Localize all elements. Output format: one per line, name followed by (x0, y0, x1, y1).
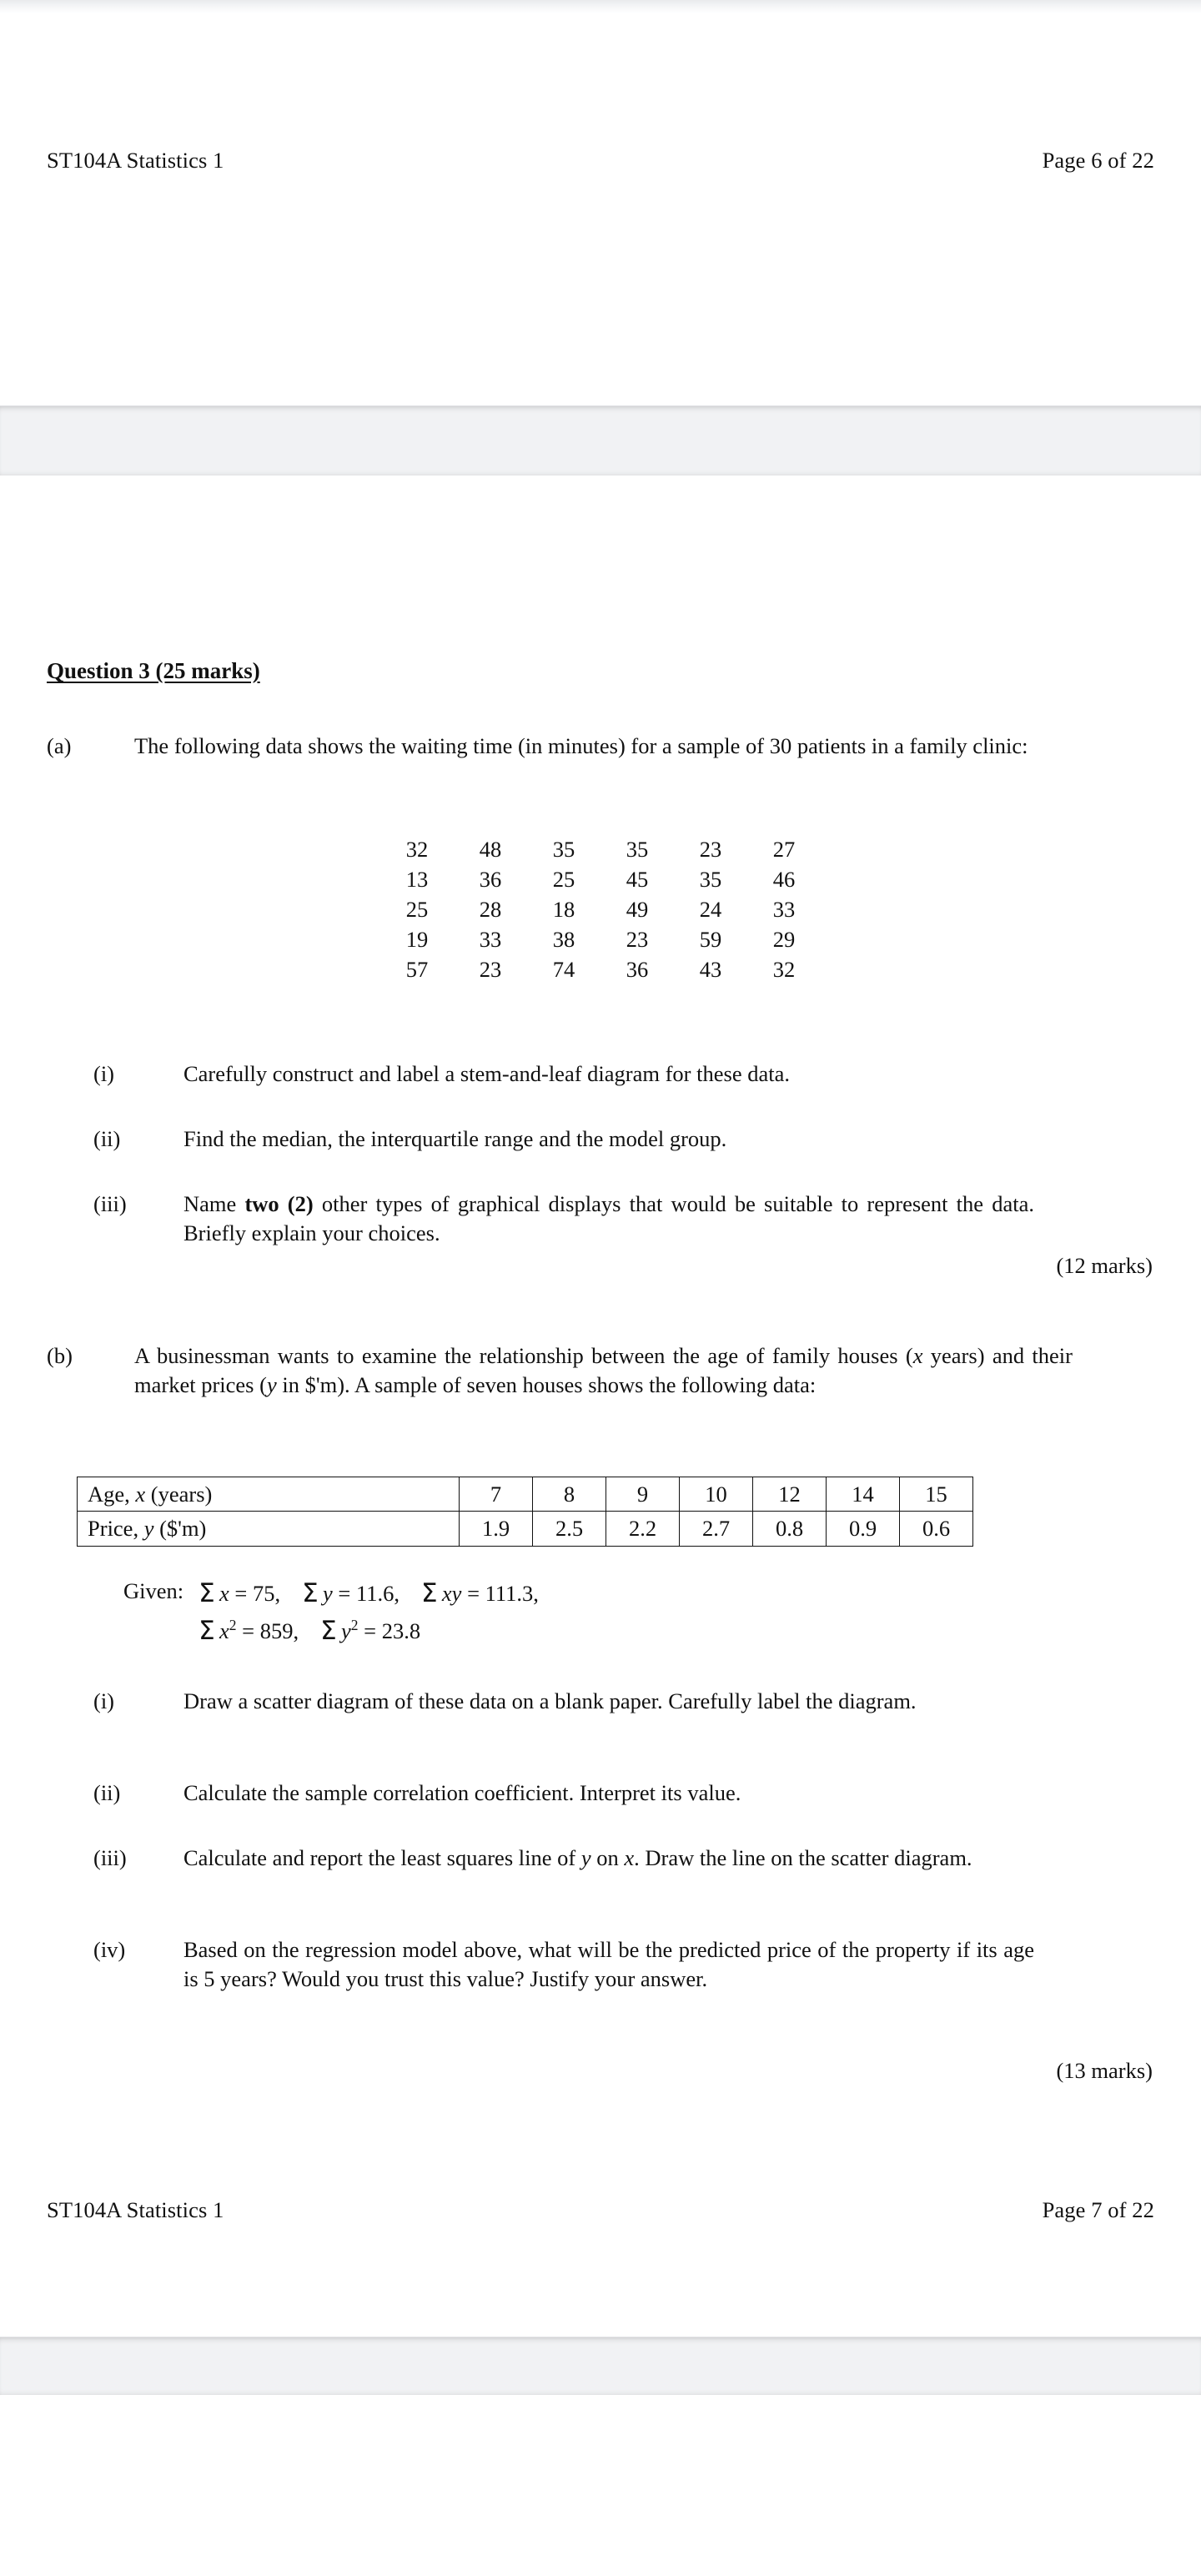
question-title-text: Question 3 (25 marks) (47, 658, 260, 683)
data-cell: 25 (405, 897, 429, 923)
sum-variable: x (219, 1581, 229, 1606)
item-text: Draw a scatter diagram of these data on a blank paper. Carefully label the diagram. (183, 1688, 917, 1713)
item-text: Calculate the sample correlation coefficient. Interpret its value. (183, 1780, 741, 1805)
sum-value: = 859, (242, 1618, 299, 1643)
variable-x: x (135, 1482, 146, 1507)
item-label: (i) (93, 1061, 115, 1086)
given-line-1 (198, 1575, 1154, 1613)
page-footer (0, 2197, 1201, 2223)
data-cell: 43 (699, 957, 722, 983)
part-b-item-ii (47, 1779, 1154, 1808)
variable-x: x (624, 1845, 635, 1870)
data-cell: 27 (772, 837, 796, 862)
data-cell: 24 (699, 897, 722, 923)
data-cell: 18 (552, 897, 575, 923)
item-text (183, 1190, 1034, 1248)
part-b-intro-2: years) and their market prices ( (134, 1343, 1073, 1398)
footer-course-title: ST104A Statistics 1 (47, 2197, 224, 2222)
part-b-marks: (13 marks) (1056, 2058, 1153, 2083)
part-a-item-iii-block (0, 1190, 1201, 1248)
part-b-label: (b) (47, 1343, 73, 1368)
sigma-icon: Σ (320, 1615, 337, 1646)
item-label: (ii) (93, 1126, 121, 1151)
cell-price: 1.9 (460, 1512, 533, 1546)
sigma-icon: Σ (198, 1615, 215, 1646)
question-heading-row (0, 657, 1201, 686)
sum-variable: y (341, 1618, 351, 1643)
sum-value: = 111.3, (467, 1581, 539, 1606)
item-label: (i) (93, 1688, 115, 1713)
item-text-before: Name (183, 1191, 245, 1216)
part-a-intro: The following data shows the waiting time (in minutes) for a sample of 30 patients in a family clinic: (134, 733, 1028, 758)
data-cell: 29 (772, 927, 796, 953)
data-cell: 32 (405, 837, 429, 862)
item-label: (iii) (93, 1191, 127, 1216)
item-label: (ii) (93, 1780, 121, 1805)
part-b-intro-3: in $'m). A sample of seven houses shows the following data: (276, 1372, 817, 1398)
item-text-pre: Calculate and report the least squares line of (183, 1845, 581, 1870)
cell-price: 2.7 (680, 1512, 753, 1546)
data-cell: 36 (626, 957, 649, 983)
row-header-price (78, 1512, 460, 1546)
cell-age: 8 (533, 1477, 606, 1512)
data-cell: 46 (772, 867, 796, 893)
age-price-table (77, 1477, 973, 1547)
given-sums-block (0, 1575, 1201, 1650)
given-label: Given: (123, 1578, 184, 1603)
part-b-item-iii (47, 1844, 1154, 1873)
table-row (78, 1477, 973, 1512)
row-header-age-prefix: Age, (88, 1482, 136, 1507)
row-header-price-prefix: Price, (88, 1516, 144, 1542)
given-sums (47, 1575, 1154, 1650)
cell-price: 0.6 (900, 1512, 973, 1546)
data-cell: 49 (626, 897, 649, 923)
row-header-price-suffix: ($'m) (153, 1516, 207, 1542)
waiting-time-data-block (0, 834, 1201, 984)
page-separator-upper (0, 405, 1201, 477)
part-a-marks: (12 marks) (1056, 1253, 1153, 1278)
sum-variable: xy (441, 1581, 462, 1606)
cell-age: 9 (606, 1477, 680, 1512)
viewer-top-edge-band (0, 0, 1201, 13)
sum-variable: x (219, 1618, 229, 1643)
part-a-item-ii-block (0, 1124, 1201, 1154)
data-cell: 13 (405, 867, 429, 893)
sigma-icon: Σ (421, 1578, 438, 1608)
page-fragment-top (0, 13, 1201, 405)
data-cell: 25 (552, 867, 575, 893)
item-label: (iii) (93, 1845, 127, 1870)
data-cell: 23 (479, 957, 502, 983)
sum-value: = 11.6, (338, 1581, 400, 1606)
item-text-emphasis: two (2) (244, 1191, 314, 1216)
waiting-time-grid (47, 834, 1154, 984)
data-cell: 28 (479, 897, 502, 923)
header-page-number: Page 6 of 22 (1042, 148, 1154, 173)
page-fragment-main (0, 475, 1201, 2337)
part-a-block (0, 732, 1201, 761)
part-a-item-iii (47, 1190, 1154, 1248)
data-cell: 36 (479, 867, 502, 893)
part-b-intro (134, 1341, 1073, 1400)
variable-y: y (580, 1845, 591, 1870)
part-b (47, 1341, 1154, 1400)
variable-x: x (912, 1343, 923, 1368)
data-cell: 57 (405, 957, 429, 983)
footer-page-number: Page 7 of 22 (1042, 2197, 1154, 2222)
data-cell: 35 (699, 867, 722, 893)
sum-value: = 23.8 (364, 1618, 421, 1643)
cell-price: 0.8 (753, 1512, 827, 1546)
header-course-title: ST104A Statistics 1 (47, 148, 224, 173)
sigma-icon: Σ (302, 1578, 319, 1608)
cell-age: 15 (900, 1477, 973, 1512)
sum-variable: y (323, 1581, 333, 1606)
given-lines (198, 1575, 1154, 1650)
sigma-icon: Σ (198, 1578, 215, 1608)
item-text: Carefully construct and label a stem-and-leaf diagram for these data. (183, 1061, 790, 1086)
data-cell: 23 (626, 927, 649, 953)
cell-age: 12 (753, 1477, 827, 1512)
age-price-table-block (0, 1477, 1201, 1547)
data-cell: 23 (699, 837, 722, 862)
row-header-age (78, 1477, 460, 1512)
data-cell: 33 (772, 897, 796, 923)
data-cell: 19 (405, 927, 429, 953)
cell-price: 2.5 (533, 1512, 606, 1546)
part-b-intro-1: A businessman wants to examine the relationship between the age of family houses ( (134, 1343, 913, 1368)
data-cell: 74 (552, 957, 575, 983)
table-row (78, 1512, 973, 1546)
given-line-2 (198, 1613, 1154, 1650)
data-cell: 48 (479, 837, 502, 862)
variable-y: y (143, 1516, 154, 1542)
part-b-item-i (47, 1687, 1154, 1716)
item-text: Based on the regression model above, what will be the predicted price of the property if its age is 5 years? Would you trust this value? Justify your answer. (183, 1937, 1034, 1992)
data-cell: 35 (626, 837, 649, 862)
part-b-item-i-block (0, 1687, 1201, 1716)
item-text-after: other types of graphical displays that would be suitable to represent the data. Briefly explain your choices. (183, 1191, 1034, 1246)
data-cell: 45 (626, 867, 649, 893)
part-a-item-ii (47, 1124, 1154, 1154)
part-b-item-iv (47, 1935, 1154, 1994)
cell-age: 14 (827, 1477, 900, 1512)
data-cell: 59 (699, 927, 722, 953)
item-label: (iv) (93, 1937, 126, 1962)
page-separator-lower (0, 2337, 1201, 2397)
part-b-item-iii-block (0, 1844, 1201, 1873)
data-cell: 38 (552, 927, 575, 953)
variable-y: y (266, 1372, 277, 1398)
cell-age: 7 (460, 1477, 533, 1512)
page-fragment-bottom (0, 2395, 1201, 2576)
part-a-marks-block (0, 1251, 1201, 1280)
part-b-marks-block (0, 2056, 1201, 2085)
data-cell: 33 (479, 927, 502, 953)
part-b-item-ii-block (0, 1779, 1201, 1808)
cell-price: 2.2 (606, 1512, 680, 1546)
data-cell: 32 (772, 957, 796, 983)
part-b-block (0, 1341, 1201, 1400)
part-a-label: (a) (47, 733, 72, 758)
part-a (47, 732, 1154, 761)
sum-exponent: 2 (229, 1617, 237, 1634)
item-text-post: . Draw the line on the scatter diagram. (634, 1845, 972, 1870)
data-cell: 35 (552, 837, 575, 862)
part-a-item-i-block (0, 1059, 1201, 1089)
item-text (183, 1844, 1034, 1873)
sum-exponent: 2 (350, 1617, 359, 1634)
item-text-mid: on (590, 1845, 625, 1870)
part-b-item-iv-block (0, 1935, 1201, 1994)
sum-value: = 75, (234, 1581, 281, 1606)
cell-price: 0.9 (827, 1512, 900, 1546)
part-a-item-i (47, 1059, 1154, 1089)
item-text: Find the median, the interquartile range and the model group. (183, 1126, 727, 1151)
page-header (0, 148, 1201, 174)
cell-age: 10 (680, 1477, 753, 1512)
question-title (47, 657, 260, 686)
row-header-age-suffix: (years) (145, 1482, 213, 1507)
